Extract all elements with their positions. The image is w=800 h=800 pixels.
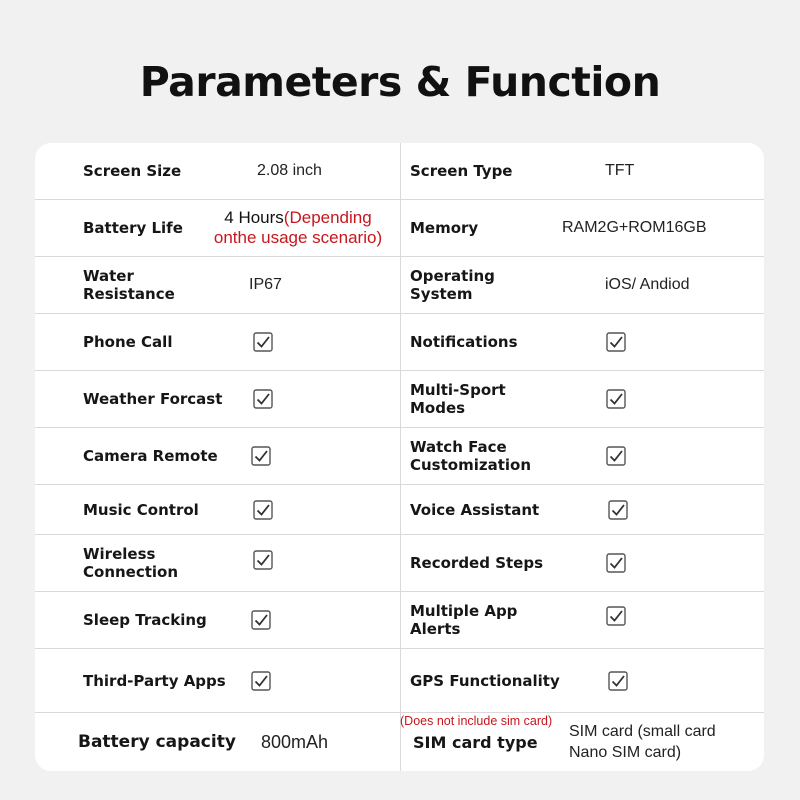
- value-screen-size: [257, 143, 402, 199]
- checkbox-checked-icon: [251, 610, 271, 630]
- sim-card-type-line-2: Nano SIM card): [569, 744, 682, 761]
- value-camera-remote: [251, 428, 271, 484]
- battery-life-note-a: (Depending: [283, 208, 372, 227]
- checkbox-checked-icon: [253, 389, 273, 409]
- value-wireless-connection: [253, 535, 273, 591]
- label-water-resistance: Water Resistance: [83, 267, 175, 303]
- label-sim-card-type: SIM card type: [413, 733, 538, 752]
- label-gps-functionality: GPS Functionality: [410, 671, 560, 690]
- label-voice-assistant: Voice Assistant: [410, 500, 540, 519]
- label-multi-sport-modes: Multi-Sport Modes: [410, 381, 506, 417]
- value-battery-life: [198, 200, 398, 256]
- battery-life-hours: 4 Hours: [224, 208, 284, 227]
- table-row: [35, 257, 764, 314]
- checkbox-checked-icon: [253, 550, 273, 570]
- label-battery-capacity: Battery capacity: [78, 732, 236, 752]
- value-weather-forcast: [253, 371, 273, 427]
- table-row: [35, 649, 764, 713]
- checkbox-checked-icon: [608, 671, 628, 691]
- battery-life-note-b: onthe usage scenario): [213, 228, 383, 247]
- table-row: [35, 713, 764, 771]
- label-screen-size: Screen Size: [83, 162, 182, 180]
- value-music-control: [253, 485, 273, 534]
- parameters-table: [35, 143, 764, 771]
- value-voice-assistant: [608, 485, 628, 534]
- value-sleep-tracking: [251, 592, 271, 648]
- value-third-party-apps: [251, 649, 271, 712]
- label-battery-life: Battery Life: [83, 219, 183, 237]
- value-memory: RAM2G+ROM16GB: [562, 219, 707, 236]
- label-recorded-steps: Recorded Steps: [410, 554, 544, 572]
- value-screen-size-text: 2.08 inch: [257, 162, 322, 179]
- value-operating-system: iOS/ Andiod: [605, 276, 690, 293]
- table-row: [35, 485, 764, 535]
- value-gps-functionality: [608, 649, 628, 712]
- label-notifications: Notifications: [410, 333, 518, 351]
- table-row: [35, 592, 764, 649]
- battery-life-text: [214, 208, 382, 248]
- value-battery-capacity: 800mAh: [261, 732, 329, 752]
- checkbox-checked-icon: [608, 500, 628, 520]
- value-notifications: [606, 314, 626, 370]
- checkbox-checked-icon: [606, 332, 626, 352]
- label-watch-face-customization: Watch Face Customization: [410, 438, 532, 474]
- table-row: [35, 535, 764, 592]
- label-wireless-connection: Wireless Connection: [83, 545, 179, 581]
- table-row: [35, 143, 764, 200]
- checkbox-checked-icon: [251, 446, 271, 466]
- value-multiple-app-alerts: [606, 592, 626, 648]
- sim-card-type-line-1: SIM card (small card: [569, 723, 716, 740]
- checkbox-checked-icon: [251, 671, 271, 691]
- label-phone-call: Phone Call: [83, 333, 173, 351]
- label-operating-system: Operating System: [410, 267, 495, 303]
- label-weather-forcast: Weather Forcast: [83, 390, 223, 408]
- value-watch-face-customization: [606, 428, 626, 484]
- checkbox-checked-icon: [606, 389, 626, 409]
- label-music-control: Music Control: [83, 500, 199, 519]
- sim-card-note: (Does not include sim card): [400, 714, 553, 728]
- label-multiple-app-alerts: Multiple App Alerts: [410, 602, 518, 638]
- checkbox-checked-icon: [253, 332, 273, 352]
- value-phone-call: [253, 314, 273, 370]
- table-row: [35, 314, 764, 371]
- label-third-party-apps: Third-Party Apps: [83, 671, 226, 690]
- table-row: [35, 428, 764, 485]
- checkbox-checked-icon: [253, 500, 273, 520]
- label-camera-remote: Camera Remote: [83, 447, 218, 465]
- table-row: [35, 371, 764, 428]
- checkbox-checked-icon: [606, 553, 626, 573]
- label-screen-type: Screen Type: [410, 162, 513, 180]
- value-recorded-steps: [606, 535, 626, 591]
- value-water-resistance: IP67: [249, 276, 282, 293]
- label-memory: Memory: [410, 219, 479, 237]
- value-screen-type: TFT: [605, 162, 635, 179]
- value-sim-card-type: [569, 713, 764, 771]
- label-sleep-tracking: Sleep Tracking: [83, 611, 207, 629]
- checkbox-checked-icon: [606, 446, 626, 466]
- value-multi-sport-modes: [606, 371, 626, 427]
- sim-card-type-text: [569, 721, 716, 763]
- checkbox-checked-icon: [606, 606, 626, 626]
- page-title: Parameters & Function: [139, 58, 661, 106]
- table-row: [35, 200, 764, 257]
